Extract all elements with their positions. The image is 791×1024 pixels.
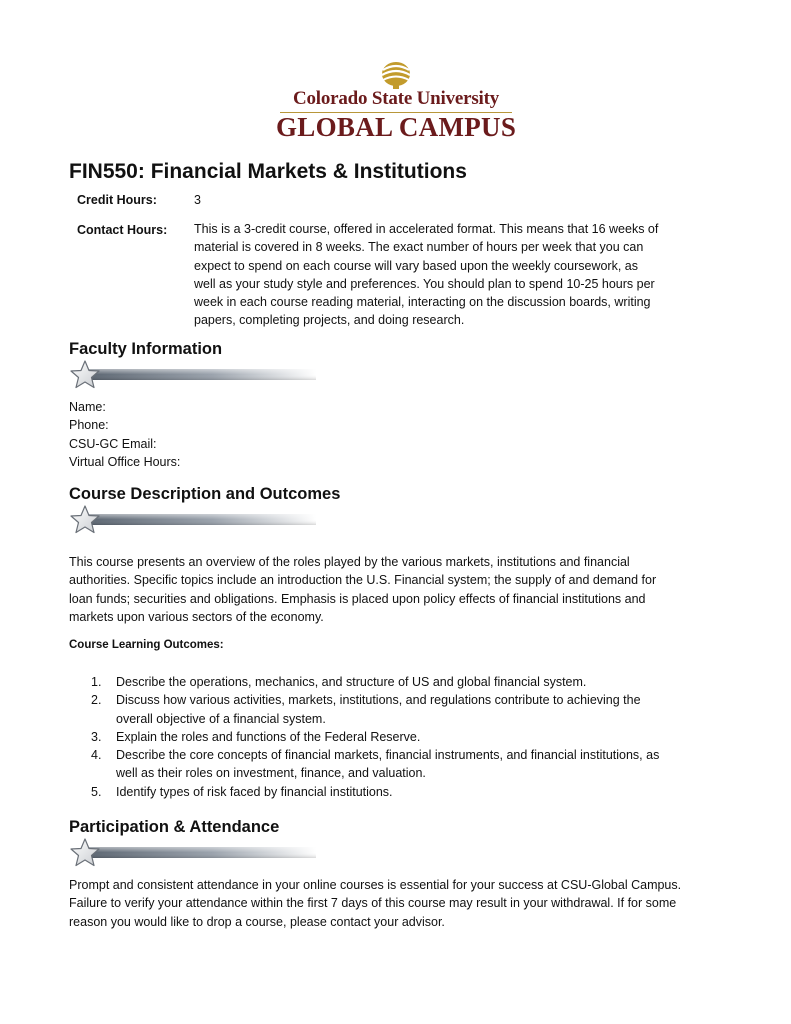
contact-hours-text: This is a 3-credit course, offered in accelerated format. This means that 16 weeks of material is covered in 8 weeks. The exact number of hours per week that you can expect to spend on each course will vary based upon the weekly coursework, as well as your study style and preferences. You should plan to spend 10-25 hours per week in each course reading material, interacting on the discussion boards, writing papers, completing projects, and doing research. xyxy=(194,222,659,328)
credit-hours-value: 3 xyxy=(194,193,201,207)
description-text: This course presents an overview of the roles played by the various markets, institutions and financial authorities. Specific topics include an introduction the U.S. Financial system; the supply of and demand for loan funds; securities and obligations. Emphasis is placed upon policy effects of financial institutions and markets upon various sectors of the economy. xyxy=(69,555,657,624)
logo-emblem-icon xyxy=(276,60,516,90)
logo-university-name: Colorado State University xyxy=(292,88,500,109)
credit-hours-label: Credit Hours: xyxy=(77,193,157,207)
faculty-phone-label: Phone: xyxy=(69,418,109,433)
contact-hours-label: Contact Hours: xyxy=(77,223,168,237)
list-item: 4. Describe the core concepts of financial markets, financial instruments, and financial institutions, as well as their roles on investment, finance, and valuation. xyxy=(91,748,660,781)
list-item: 2. Discuss how various activities, markets, institutions, and regulations contribute to achieving the overall objective of a financial system. xyxy=(91,693,641,726)
star-divider-icon xyxy=(68,838,318,868)
participation-text: Prompt and consistent attendance in your online courses is essential for your success at CSU-Global Campus. Failure to verify your attendance within the first 7 days of this course may result in your withdrawal. If for some reason you would like to drop a course, please contact your advisor. xyxy=(69,878,682,929)
faculty-heading: Faculty Information xyxy=(69,340,223,358)
faculty-fields xyxy=(69,398,729,471)
outcomes-list xyxy=(69,673,729,801)
faculty-name-label: Name: xyxy=(69,400,106,414)
faculty-email-label: CSU-GC Email: xyxy=(69,436,157,451)
description-heading: Course Description and Outcomes xyxy=(69,485,341,503)
faculty-office-hours-label: Virtual Office Hours: xyxy=(69,454,181,469)
outcomes-label: Course Learning Outcomes: xyxy=(69,639,224,651)
course-title: FIN550: Financial Markets & Institutions xyxy=(69,160,467,183)
list-item: 3. Explain the roles and functions of the Federal Reserve. xyxy=(91,729,421,744)
university-logo xyxy=(276,60,516,142)
participation-heading: Participation & Attendance xyxy=(69,818,280,836)
star-divider-icon xyxy=(68,360,318,390)
logo-campus-name: GLOBAL CAMPUS xyxy=(276,112,517,142)
list-item: 1. Describe the operations, mechanics, and structure of US and global financial system. xyxy=(91,675,587,689)
list-item: 5. Identify types of risk faced by financial institutions. xyxy=(91,784,393,799)
star-divider-icon xyxy=(68,505,318,535)
